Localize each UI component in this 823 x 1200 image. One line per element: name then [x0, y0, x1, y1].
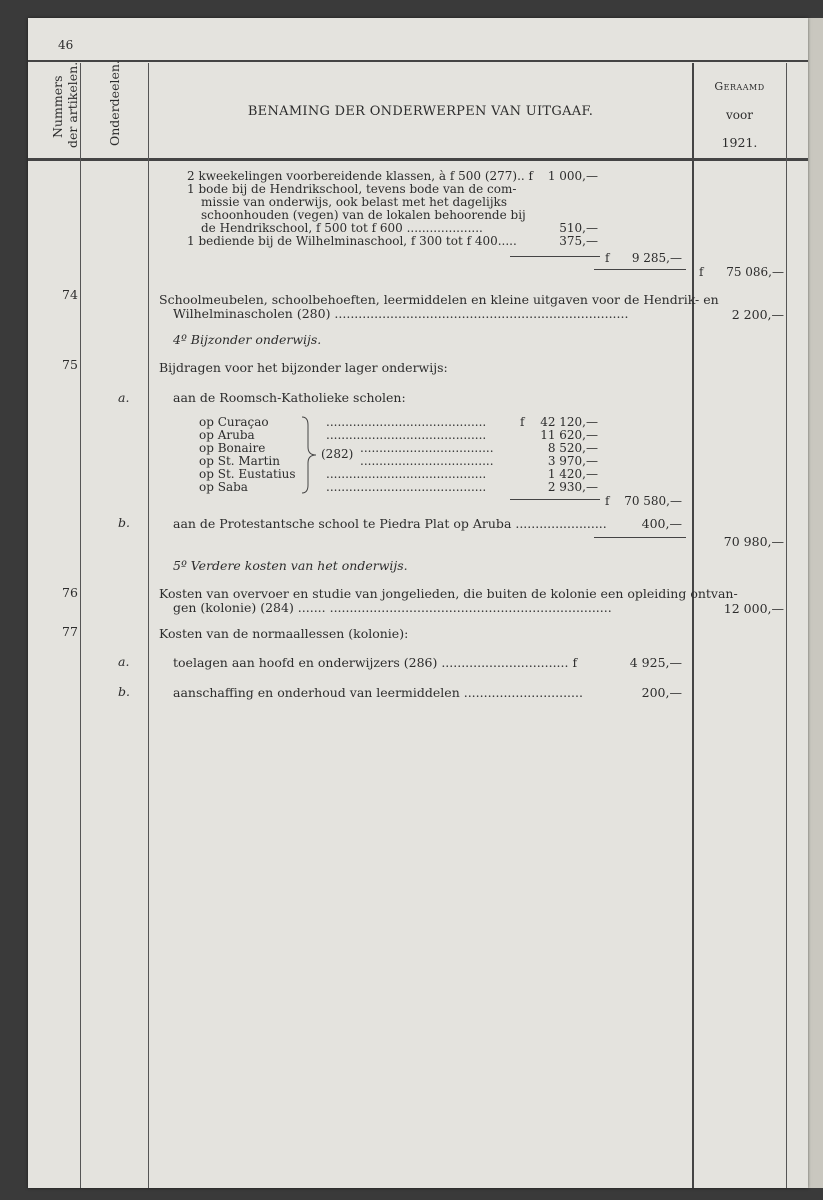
article-77-b-amount: 200,— [641, 685, 682, 700]
ledger-page [28, 18, 808, 1188]
island-row-dots: .......................................... [326, 428, 487, 442]
island-row-f: f [520, 415, 525, 429]
header-top-rule [28, 60, 808, 62]
cont-total-amount: 75 086,— [726, 265, 784, 279]
column-divider-1 [80, 63, 81, 1188]
header-nummers-line2: der artikelen. [65, 61, 80, 148]
article-77-title: Kosten van de normaallessen (kolonie): [159, 626, 409, 641]
article-76-amount: 12 000,— [723, 601, 784, 616]
section-4-heading: 4º Bijzonder onderwijs. [173, 332, 322, 347]
island-row-amount: 1 420,— [547, 467, 598, 481]
island-row-dots: ................................... [360, 441, 494, 455]
header-title: BENAMING DER ONDERWERPEN VAN UITGAAF. [247, 104, 594, 119]
article-77-a-amount: 4 925,— [629, 655, 682, 670]
cont-line-5: de Hendrikschool, f 500 tot f 600 .................... [201, 221, 483, 235]
article-77-number: 77 [62, 624, 78, 639]
article-74-line-2: Wilhelminascholen (280) .......................................................................... [173, 306, 629, 321]
header-bottom-rule [28, 158, 808, 161]
column-divider-4 [786, 63, 787, 1188]
article-75-a-sub-f: f [605, 494, 610, 508]
island-row-place: op Saba [199, 480, 248, 494]
article-75-a-letter: a. [118, 390, 130, 405]
island-row-dots: .......................................... [326, 415, 487, 429]
column-divider-3 [692, 63, 694, 1188]
article-75-number: 75 [62, 357, 78, 372]
article-74-line-1: Schoolmeubelen, schoolbehoeften, leermiddelen en kleine uitgaven voor de Hendrik- en [159, 292, 719, 307]
cont-sub-f: f [605, 251, 610, 265]
article-76-number: 76 [62, 585, 78, 600]
regulation-ref: (282) [321, 447, 354, 461]
island-row-place: op Bonaire [199, 441, 266, 455]
article-77-a-letter: a. [118, 654, 130, 669]
cont-sub-amount: 9 285,— [631, 251, 682, 265]
island-row-dots: ................................... [360, 454, 494, 468]
article-75-total-rule [594, 537, 686, 538]
header-voor: voor [726, 108, 753, 122]
article-75-title: Bijdragen voor het bijzonder lager onderwijs: [159, 360, 448, 375]
column-divider-2 [148, 63, 149, 1188]
island-row-amount: 42 120,— [540, 415, 598, 429]
cont-line-2: 1 bode bij de Hendrikschool, tevens bode van de com- [187, 182, 517, 196]
section-5-heading: 5º Verdere kosten van het onderwijs. [173, 558, 408, 573]
island-row-dots: .......................................... [326, 480, 487, 494]
cont-line-6-amount: 375,— [559, 234, 598, 248]
article-76-line-2: gen (kolonie) (284) ....... ....................................................................... [173, 600, 612, 615]
header-onderdeelen-label: Onderdeelen. [107, 60, 122, 146]
cont-line-4: schoonhouden (vegen) van de lokalen behoorende bij [201, 208, 526, 222]
cont-line-6: 1 bediende bij de Wilhelminaschool, f 300 tot f 400..... [187, 234, 517, 248]
article-75-b-text: aan de Protestantsche school te Piedra Plat op Aruba ....................... [173, 516, 607, 531]
island-row-place: op Curaçao [199, 415, 269, 429]
article-77-a-text: toelagen aan hoofd en onderwijzers (286) ................................ f [173, 655, 578, 670]
article-75-b-amount: 400,— [641, 516, 682, 531]
header-geraamd: Geraamd [714, 80, 765, 93]
header-year: 1921. [721, 135, 758, 150]
header-nummers [50, 76, 65, 138]
island-row-place: op St. Martin [199, 454, 280, 468]
article-75-a-sum-rule [510, 499, 600, 500]
article-74-amount: 2 200,— [731, 307, 784, 322]
article-75-a-title: aan de Roomsch-Katholieke scholen: [173, 390, 406, 405]
island-row-amount: 3 970,— [547, 454, 598, 468]
cont-sum-rule [510, 256, 600, 257]
cont-line-3: missie van onderwijs, ook belast met het dagelijks [201, 195, 507, 209]
article-75-b-letter: b. [118, 515, 130, 530]
header-nummers-2 [65, 62, 80, 148]
article-77-b-text: aanschaffing en onderhoud van leermiddelen .............................. [173, 685, 583, 700]
page-number: 46 [58, 38, 74, 52]
island-row-amount: 2 930,— [547, 480, 598, 494]
article-75-total: 70 980,— [723, 534, 784, 549]
article-76-line-1: Kosten van overvoer en studie van jongelieden, die buiten de kolonie een opleiding ontvan- [159, 586, 738, 601]
header-nummers-line1: Nummers [50, 75, 65, 138]
cont-total-rule [594, 269, 686, 270]
cont-line-1: 2 kweekelingen voorbereidende klassen, à f 500 (277).. f [187, 169, 533, 183]
island-row-place: op Aruba [199, 428, 255, 442]
article-74-number: 74 [62, 287, 78, 302]
cont-total-f: f [699, 265, 704, 279]
cont-line-1-amount: 1 000,— [547, 169, 598, 183]
island-row-dots: .......................................... [326, 467, 487, 481]
article-75-a-sub-amount: 70 580,— [624, 494, 682, 508]
article-77-b-letter: b. [118, 684, 130, 699]
island-row-amount: 11 620,— [540, 428, 598, 442]
header-onderdeelen [107, 60, 122, 146]
island-row-place: op St. Eustatius [199, 467, 296, 481]
island-row-amount: 8 520,— [547, 441, 598, 455]
next-page-edge [808, 18, 823, 1188]
cont-line-5-amount: 510,— [559, 221, 598, 235]
